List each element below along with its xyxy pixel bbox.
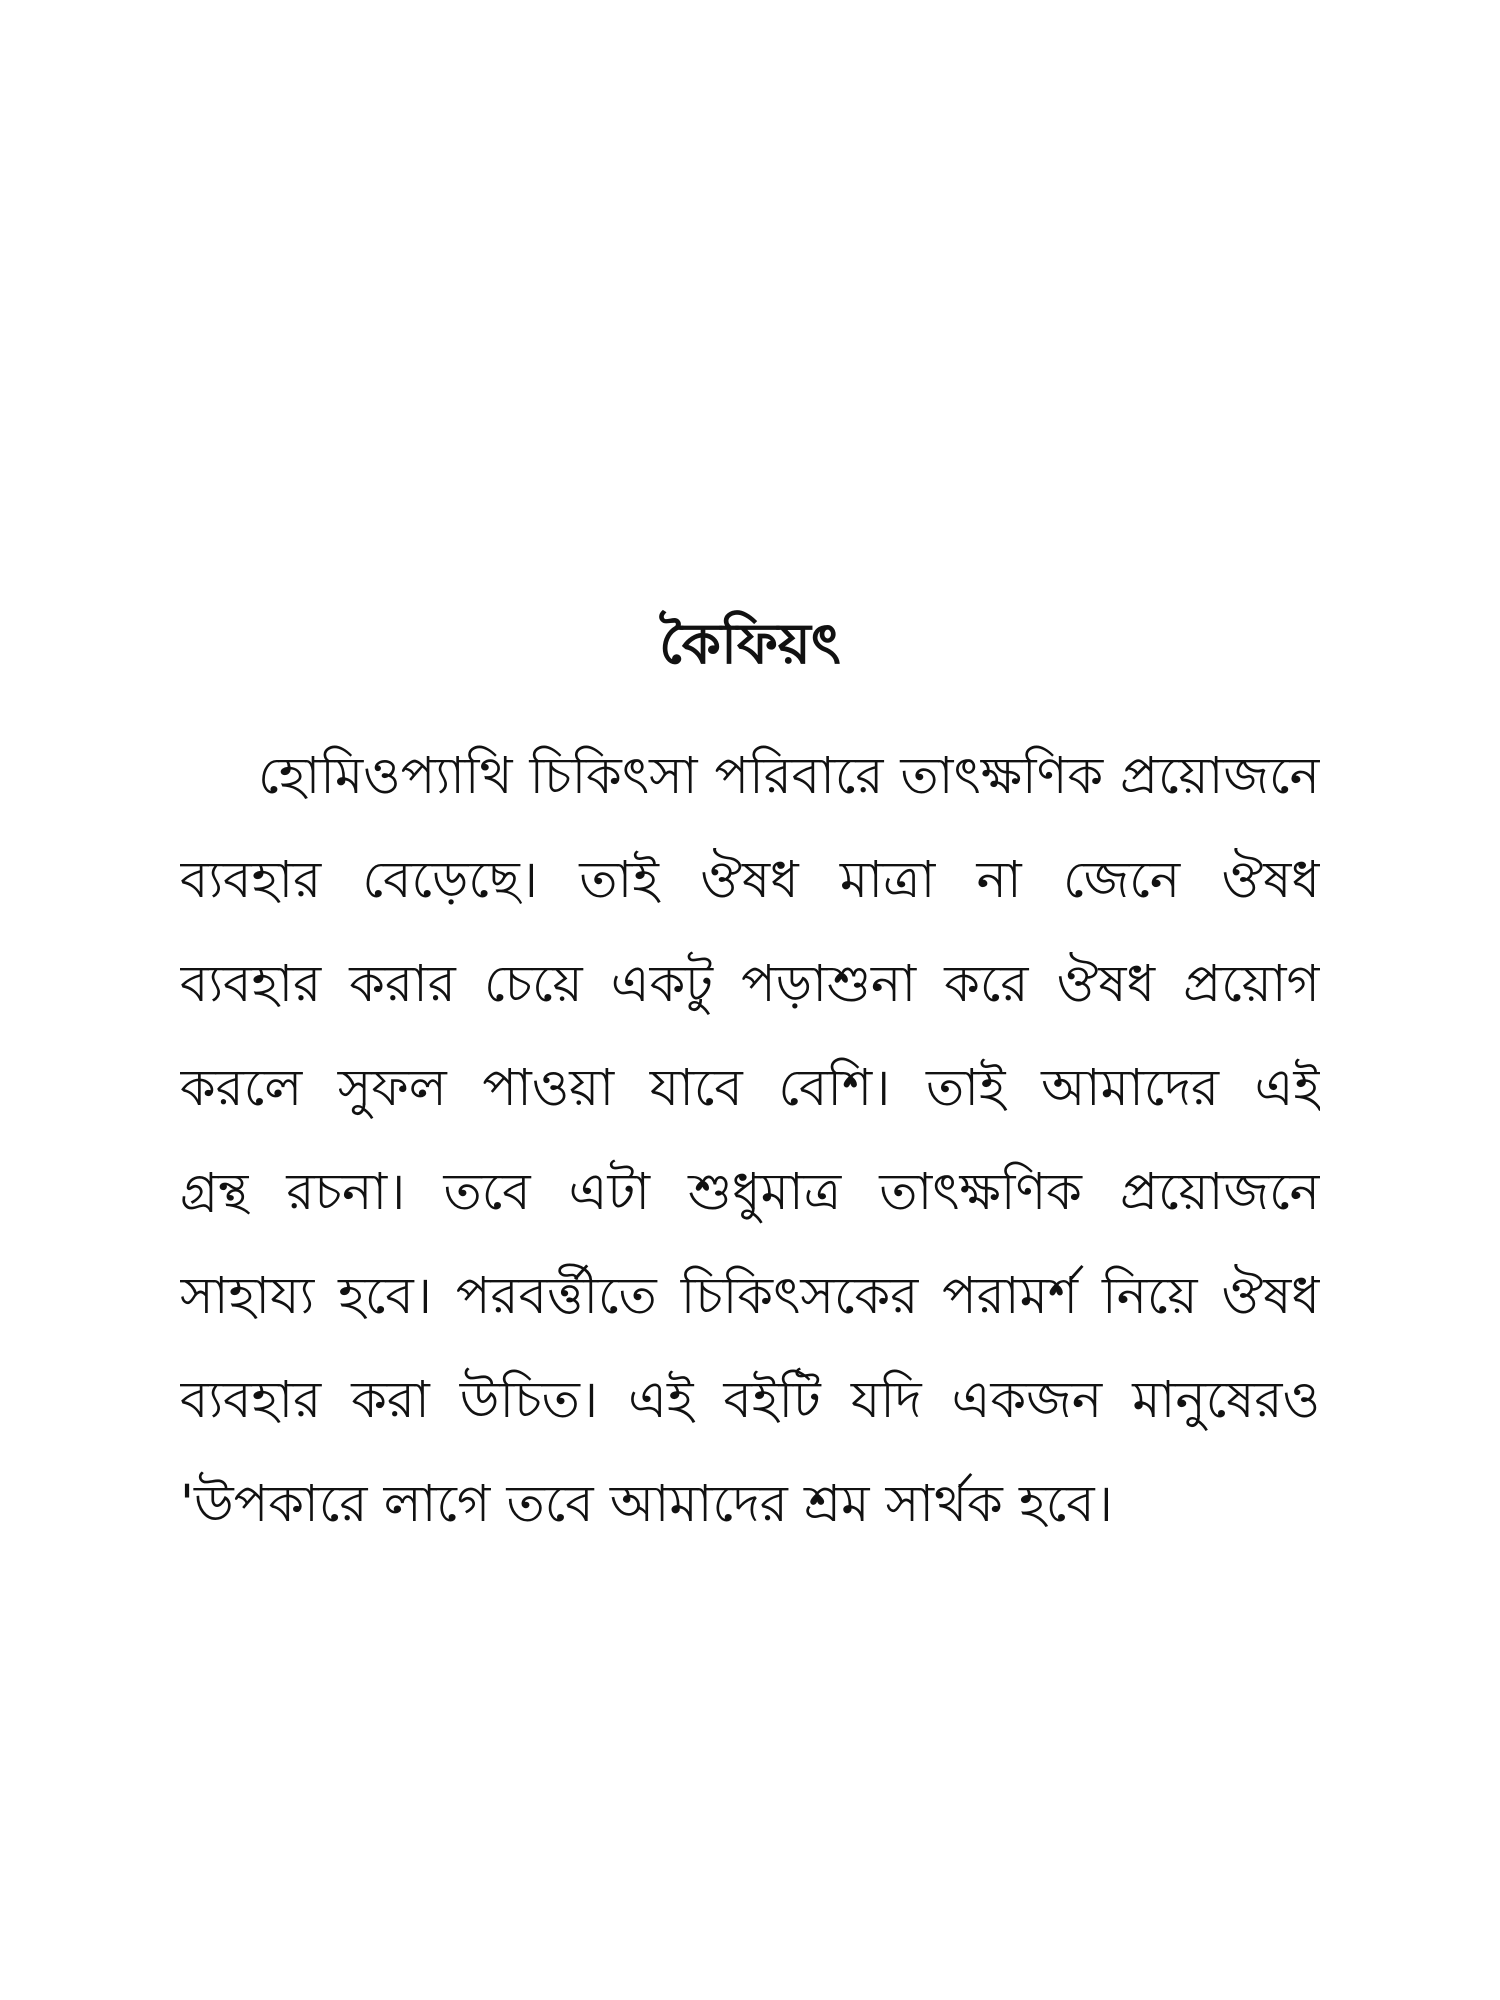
paragraph-line: ব্যবহার বেড়েছে। তাই ঔষধ মাত্রা না জেনে ঔষধ	[180, 851, 1320, 910]
paragraph-line: সাহায্য হবে। পরবর্ত্তীতে চিকিৎসকের পরামর্শ নিয়ে ঔষধ	[180, 1267, 1320, 1326]
body-paragraph	[180, 725, 1320, 1557]
paragraph-line: গ্রন্থ রচনা। তবে এটা শুধুমাত্র তাৎক্ষণিক প্রয়োজনে	[180, 1163, 1320, 1222]
paragraph-line: হোমিওপ্যাথি চিকিৎসা পরিবারে তাৎক্ষণিক প্রয়োজনে	[258, 747, 1320, 806]
paragraph-line: ব্যবহার করা উচিত। এই বইটি যদি একজন মানুষেরও	[180, 1371, 1320, 1430]
paragraph-line: ব্যবহার করার চেয়ে একটু পড়াশুনা করে ঔষধ প্রয়োগ	[180, 955, 1320, 1014]
page-title: কৈফিয়ৎ	[659, 612, 841, 677]
paragraph-line: করলে সুফল পাওয়া যাবে বেশি। তাই আমাদের এই	[180, 1059, 1320, 1118]
paragraph-line: 'উপকারে লাগে তবে আমাদের শ্রম সার্থক হবে।	[180, 1475, 1113, 1534]
